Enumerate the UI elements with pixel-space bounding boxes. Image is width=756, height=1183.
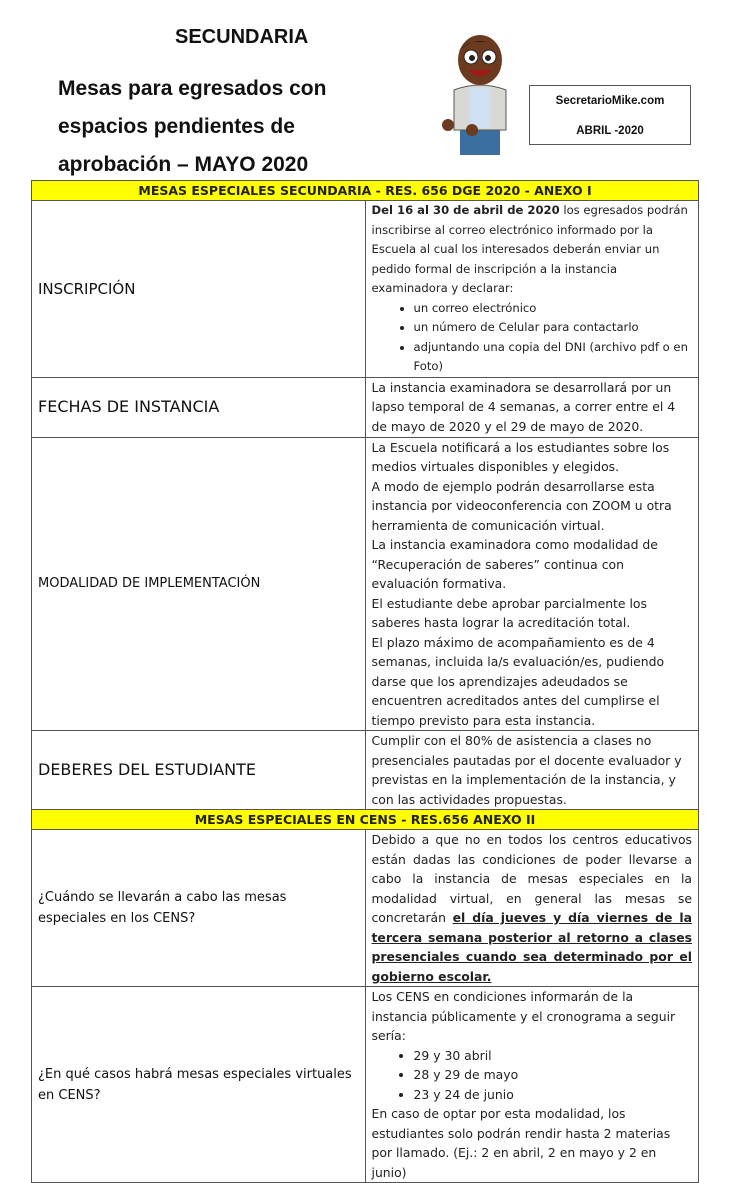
row-text: los egresados podrán inscribirse al correo electrónico informado por la Escuela al cual los interesados deberán enviar un pedido formal de inscripción a la instancia examinadora y declarar: <box>371 203 688 295</box>
row-content <box>365 201 699 378</box>
section2-heading: MESAS ESPECIALES EN CENS - RES.656 ANEXO II <box>32 810 699 830</box>
paragraph: El plazo máximo de acompañamiento es de 4 semanas, incluida la/s evaluación/es, pudiendo darse que los aprendizajes adeudados se encuentren acreditados antes del cumplirse el tiempo previsto para esta instancia. <box>371 634 665 728</box>
list-item: • 29 y 30 abril <box>414 1046 693 1066</box>
row-label: FECHAS DE INSTANCIA <box>32 377 366 437</box>
table-row <box>32 437 699 731</box>
row-content: Cumplir con el 80% de asistencia a clases no presenciales pautadas por el docente evaluador y previstas en la implementación de la instancia, y con las actividades propuestas. <box>365 731 699 810</box>
row-text: Debido a que no en todos los centros educativos están dadas las condiciones de poder llevarse a cabo la instancia de mesas especiales en la modalidad virtual, en general las mesas se concretarán <box>371 832 692 925</box>
list-item: • un número de Celular para contactarlo <box>414 318 693 338</box>
table-row <box>32 731 699 810</box>
bullet-list <box>372 299 693 377</box>
brand-box <box>529 85 691 145</box>
list-item: • adjuntando una copia del DNI (archivo pdf o en Foto) <box>414 338 693 377</box>
closing-text: En caso de optar por esta modalidad, los estudiantes solo podrán rendir hasta 2 materias por llamado. (Ej.: 2 en abril, 2 en mayo y 2 en junio) <box>371 1106 671 1180</box>
row-label: DEBERES DEL ESTUDIANTE <box>32 731 366 810</box>
list-item: • un correo electrónico <box>414 299 693 319</box>
subtitle-line: aprobación – MAYO 2020 <box>58 153 309 176</box>
paragraph: La instancia examinadora como modalidad de “Recuperación de saberes” continua con evaluación formativa. <box>371 537 658 591</box>
table-row <box>32 377 699 437</box>
row-content <box>365 830 699 987</box>
section-heading-row <box>32 810 699 830</box>
list-item: • 28 y 29 de mayo <box>414 1065 693 1085</box>
section1-heading: MESAS ESPECIALES SECUNDARIA - RES. 656 DGE 2020 - ANEXO I <box>32 181 699 201</box>
brand-site: SecretarioMike.com <box>555 95 665 107</box>
list-item: • 23 y 24 de junio <box>414 1085 693 1105</box>
row-content <box>365 437 699 731</box>
mascot-illustration-icon <box>440 30 530 160</box>
document-title: SECUNDARIA <box>175 26 309 48</box>
row-text: Los CENS en condiciones informarán de la instancia públicamente y el cronograma a seguir sería: <box>371 989 676 1043</box>
brand-date: ABRIL -2020 <box>576 125 644 137</box>
paragraph: La Escuela notificará a los estudiantes sobre los medios virtuales disponibles y elegidos. <box>371 439 670 474</box>
info-table <box>31 180 699 1183</box>
paragraph: El estudiante debe aprobar parcialmente los saberes hasta lograr la acreditación total. <box>371 595 647 630</box>
section-heading-row <box>32 181 699 201</box>
document-subtitle <box>58 70 438 184</box>
subtitle-line: Mesas para egresados con <box>58 77 327 100</box>
table-row <box>32 830 699 987</box>
row-content <box>365 987 699 1183</box>
table-row <box>32 201 699 378</box>
row-label: MODALIDAD DE IMPLEMENTACIÓN <box>32 437 366 731</box>
row-content: La instancia examinadora se desarrollará por un lapso temporal de 4 semanas, a correr entre el 4 de mayo de 2020 y el 29 de mayo de 2020. <box>365 377 699 437</box>
bold-lead: Del 16 al 30 de abril de 2020 <box>371 203 560 217</box>
paragraph: A modo de ejemplo podrán desarrollarse esta instancia por videoconferencia con ZOOM u otra herramienta de comunicación virtual. <box>371 478 672 533</box>
row-label: ¿En qué casos habrá mesas especiales virtuales en CENS? <box>32 987 366 1183</box>
row-label: ¿Cuándo se llevarán a cabo las mesas especiales en los CENS? <box>32 830 366 987</box>
table-row <box>32 987 699 1183</box>
underlined-text: el día jueves y día viernes de la tercera semana posterior al retorno a clases presenciales cuando sea determinado por el gobierno escolar. <box>371 910 692 984</box>
bullet-list <box>372 1046 693 1105</box>
row-label: INSCRIPCIÓN <box>32 201 366 378</box>
subtitle-line: espacios pendientes de <box>58 115 295 138</box>
